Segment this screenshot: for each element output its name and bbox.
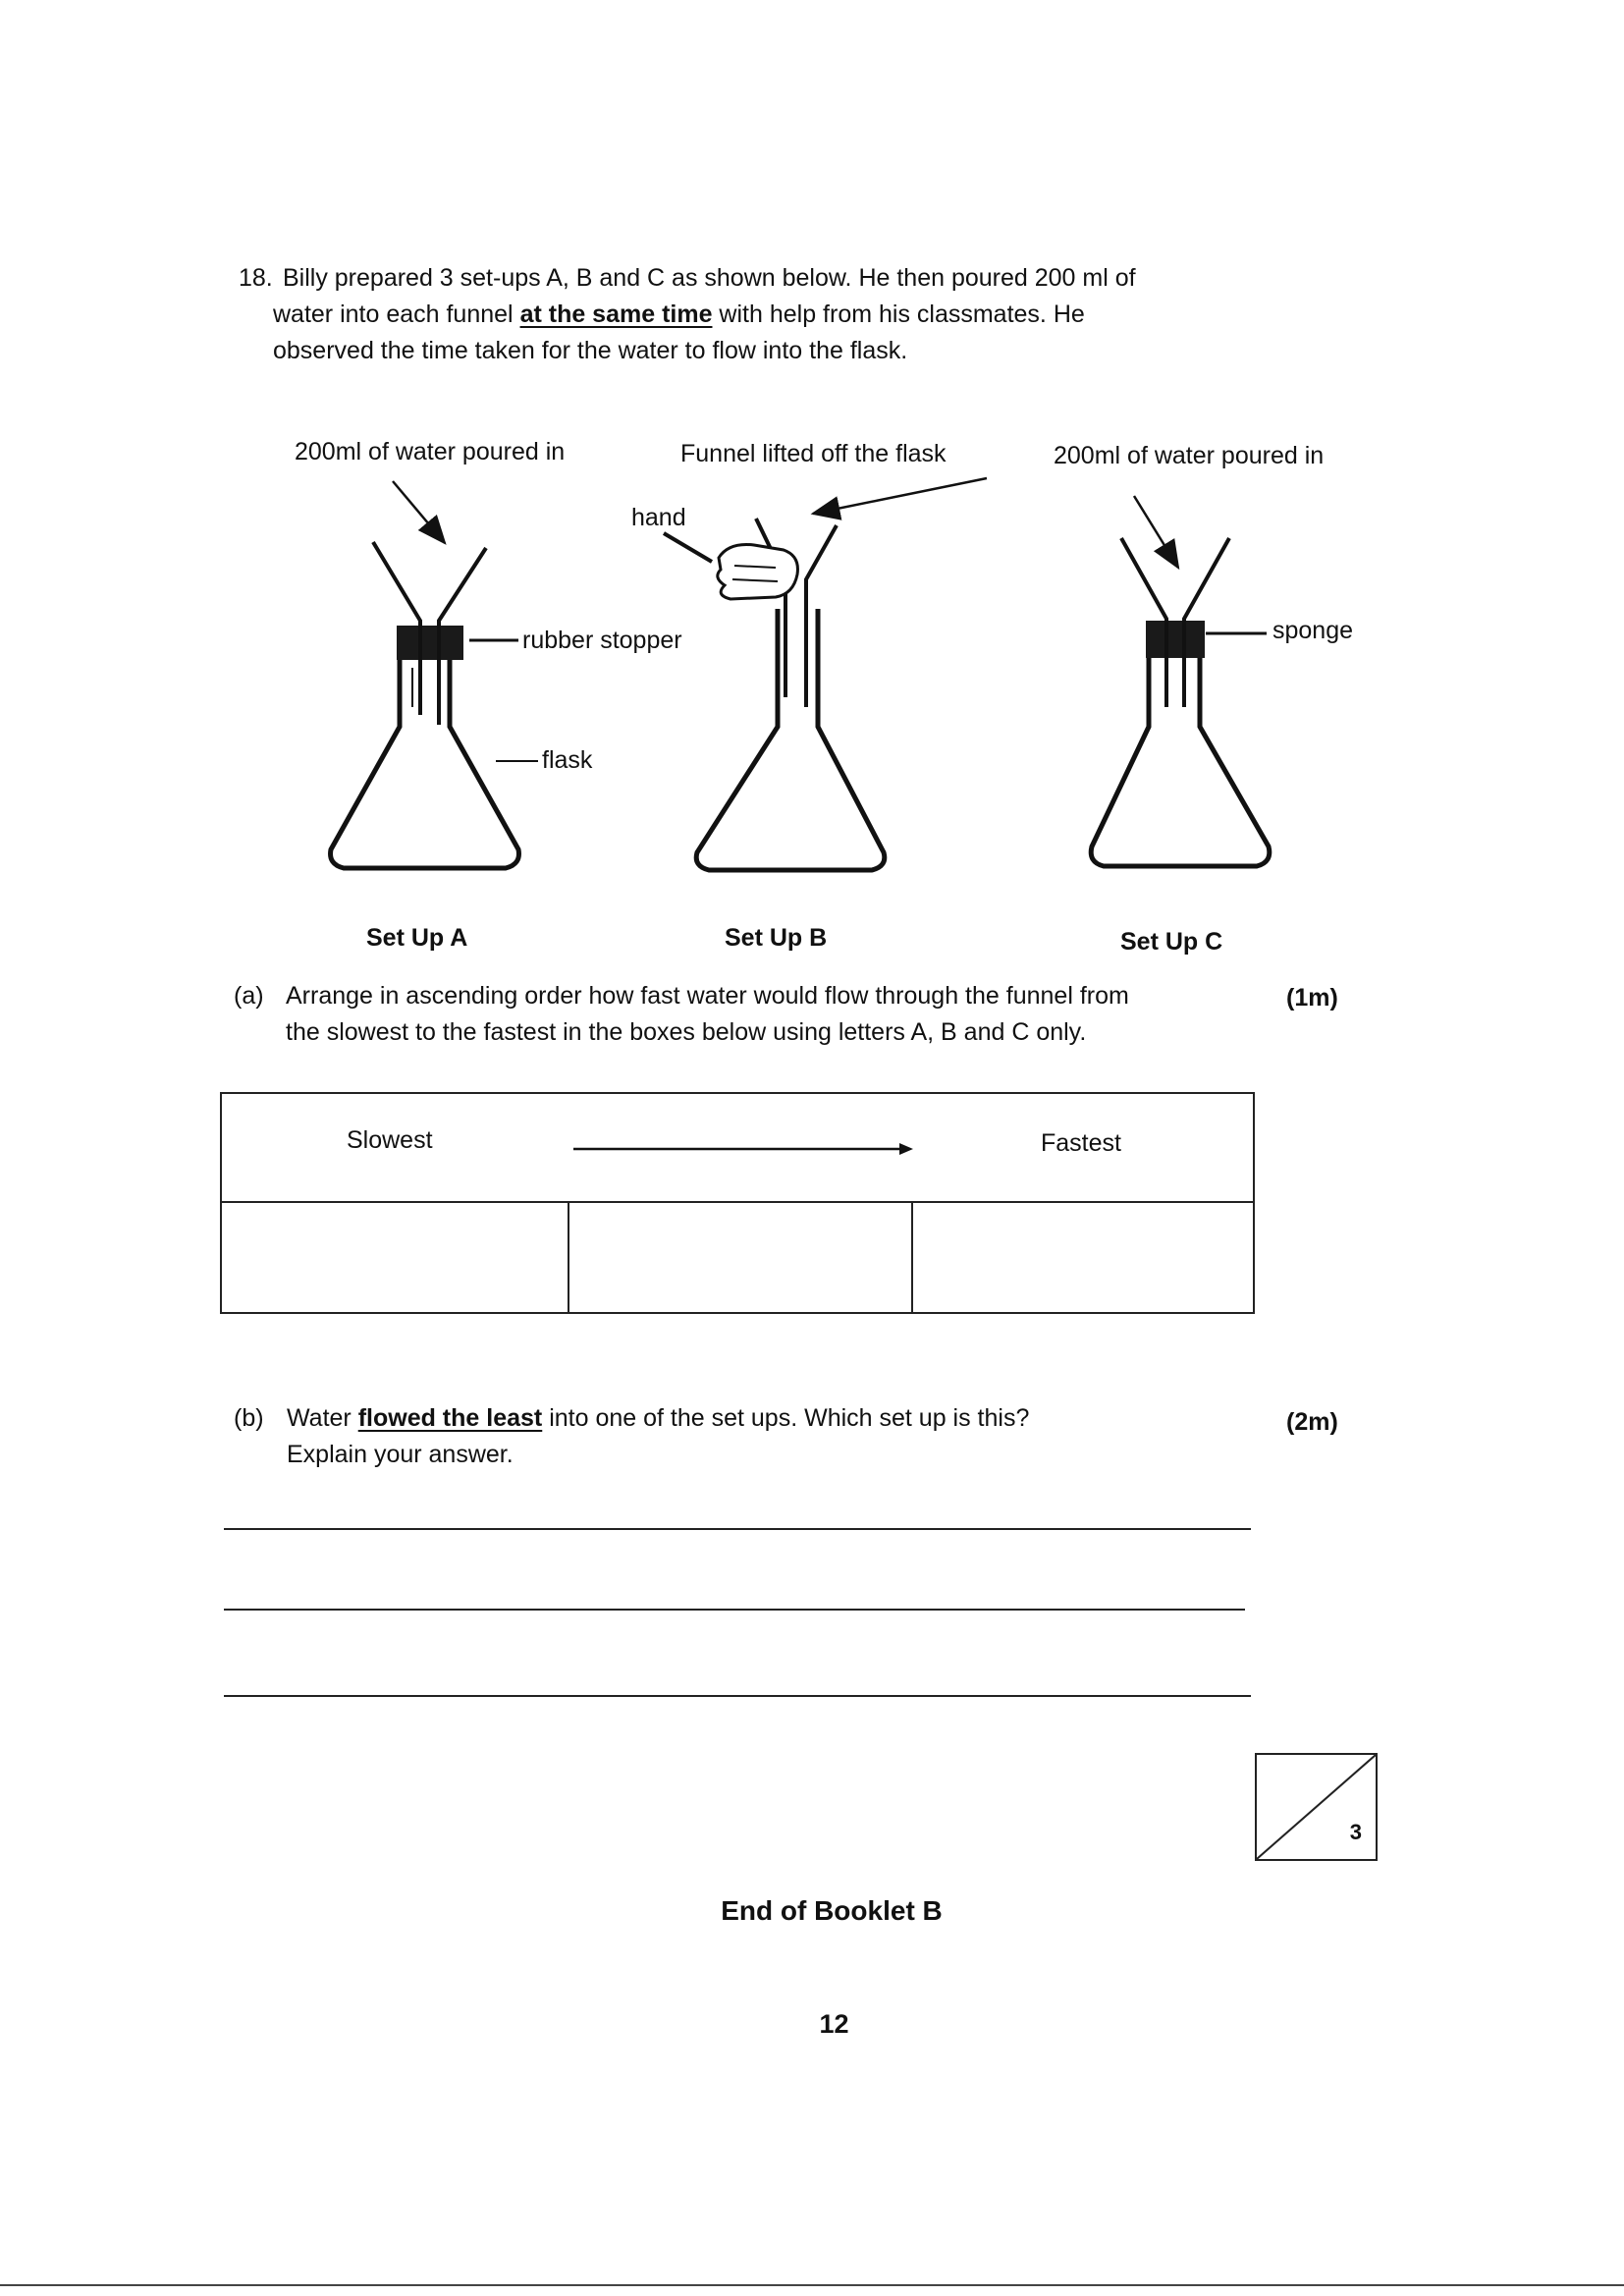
part-a-line2: the slowest to the fastest in the boxes below using letters A, B and C only. (286, 1018, 1087, 1046)
part-b-marks: (2m) (1286, 1408, 1338, 1436)
page-number: 12 (819, 2009, 849, 2039)
part-b-letter: (b) (234, 1404, 264, 1432)
hand-icon (718, 545, 798, 599)
arrow-funnel-lifted (813, 478, 987, 514)
question-intro-line3: observed the time taken for the water to flow into the flask. (273, 337, 908, 364)
score-total: 3 (1349, 1820, 1362, 1844)
answer-line-2[interactable] (224, 1609, 1245, 1611)
table-slowest: Slowest (347, 1126, 433, 1154)
answer-box-1[interactable] (220, 1201, 569, 1314)
caption-setup-c: Set Up C (1120, 928, 1223, 956)
label-flask: flask (542, 746, 593, 774)
label-hand: hand (631, 504, 686, 531)
question-intro-line2: water into each funnel at the same time with help from his classmates. He (273, 301, 1085, 328)
sponge-c (1146, 621, 1205, 658)
label-water-a: 200ml of water poured in (295, 438, 566, 465)
pointer-hand (664, 533, 712, 562)
arrow-water-a (393, 481, 445, 543)
part-a-line1: Arrange in ascending order how fast water would flow through the funnel from (286, 982, 1129, 1010)
answer-line-1[interactable] (224, 1528, 1251, 1530)
part-a-letter: (a) (234, 982, 264, 1010)
part-b-line2: Explain your answer. (287, 1441, 514, 1468)
label-rubber-stopper: rubber stopper (522, 627, 682, 654)
table-arrow (569, 1139, 919, 1159)
answer-line-3[interactable] (224, 1695, 1251, 1697)
answer-box-3[interactable] (911, 1201, 1255, 1314)
emphasis-flowed-least: flowed the least (357, 1404, 543, 1432)
end-of-booklet: End of Booklet B (721, 1895, 943, 1926)
label-water-c: 200ml of water poured in (1054, 442, 1325, 469)
label-sponge: sponge (1272, 617, 1354, 644)
score-box (1255, 1753, 1378, 1861)
rubber-stopper-a (397, 626, 463, 660)
page-bottom-rule (0, 2284, 1624, 2286)
part-a-marks: (1m) (1286, 984, 1338, 1011)
setup-a-apparatus (331, 542, 519, 868)
question-number: 18. (239, 264, 273, 292)
part-b-line1: Water flowed the least into one of the set ups. Which set up is this? (287, 1404, 1030, 1432)
emphasis-same-time: at the same time (519, 301, 713, 328)
arrow-water-c (1134, 496, 1178, 568)
table-fastest: Fastest (1041, 1129, 1121, 1157)
question-intro-line1: Billy prepared 3 set-ups A, B and C as shown below. He then poured 200 ml of (283, 264, 1136, 292)
setup-c-apparatus (1091, 538, 1270, 866)
caption-setup-a: Set Up A (366, 924, 468, 952)
answer-box-2[interactable] (568, 1201, 913, 1314)
label-funnel-lifted: Funnel lifted off the flask (680, 440, 947, 467)
setup-b-apparatus (696, 519, 885, 870)
caption-setup-b: Set Up B (725, 924, 828, 952)
